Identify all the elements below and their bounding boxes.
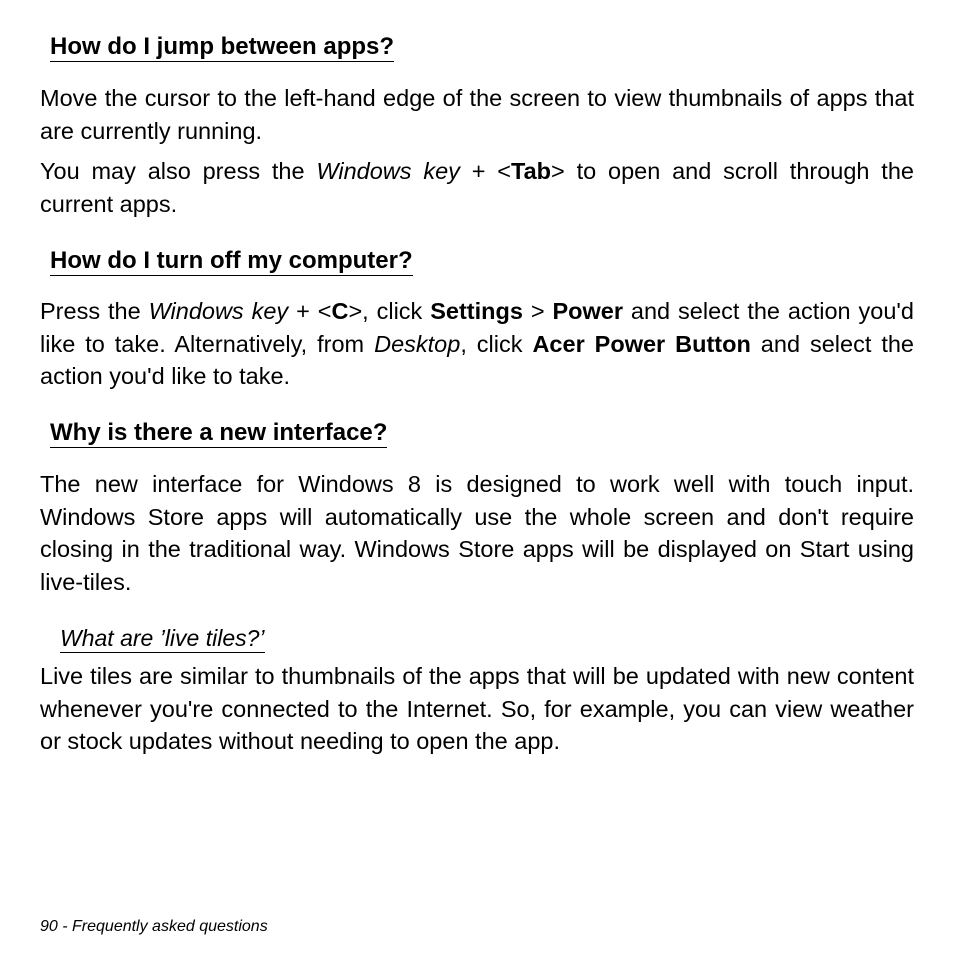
paragraph-live-tiles: Live tiles are similar to thumbnails of the apps that will be updated with new content whenever you're connected to the Internet. So, for example, you can view weather or stock updates without needing to open the app. xyxy=(40,663,914,754)
paragraph-power-off: Press the Windows key + <C>, click Settings > Power and select the action you'd like to take. Alternatively, from Desktop, click Acer Power Button and select the action you'd like to take. xyxy=(40,298,914,389)
paragraph-windows-tab: You may also press the Windows key + <Tab> to open and scroll through the current apps. xyxy=(40,158,914,217)
heading-new-interface: Why is there a new interface? xyxy=(50,419,388,446)
paragraph-new-interface: The new interface for Windows 8 is designed to work well with touch input. Windows Store apps will automatically use the whole screen and don't require closing in the traditional way. Windows Store apps will be displayed on Start using live-tiles. xyxy=(40,471,914,595)
heading-turn-off-computer: How do I turn off my computer? xyxy=(50,247,413,274)
heading-jump-between-apps: How do I jump between apps? xyxy=(50,33,395,60)
subheading-live-tiles: What are ’live tiles?’ xyxy=(60,625,265,651)
paragraph-move-cursor: Move the cursor to the left-hand edge of the screen to view thumbnails of apps that are currently running. xyxy=(40,85,914,144)
page-footer: 90 - Frequently asked questions xyxy=(40,918,268,935)
